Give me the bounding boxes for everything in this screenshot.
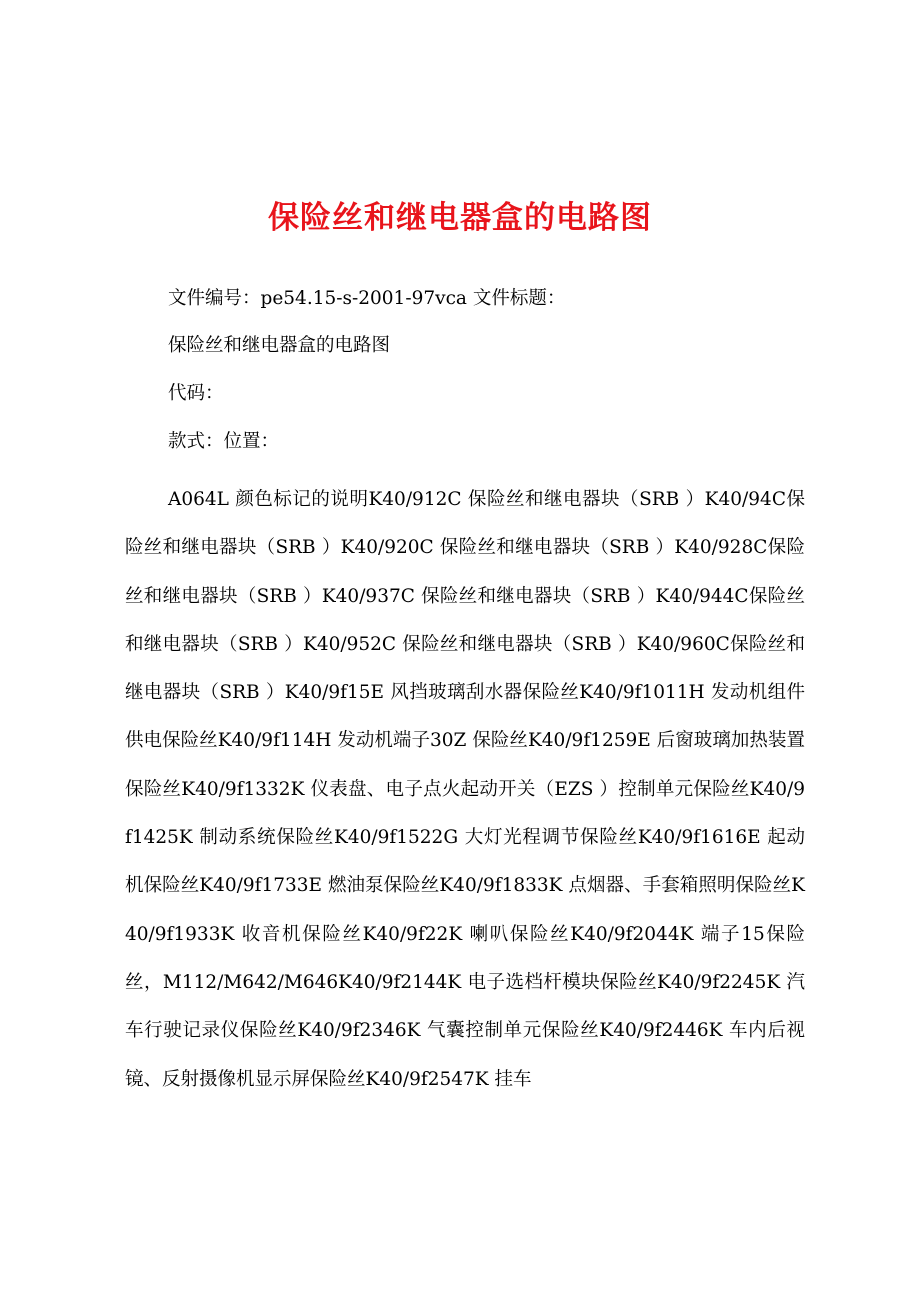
style-position-line: 款式：位置：: [168, 431, 280, 452]
body-paragraph: A064L 颜色标记的说明K40/912C 保险丝和继电器块（SRB ）K40/94C保险丝和继电器块（SRB ）K40/920C 保险丝和继电器块（SRB ）K40/928C保险丝和继电器块（SRB ）K40/937C 保险丝和继电器块（SRB ）K40/944C保险丝和继电器块（SRB ）K40/952C 保险丝和继电器块（SRB ）K40/960C保险丝和继电器块（SRB ）K40/9f15E 风挡玻璃刮水器保险丝K40/9f1011H 发动机组件供电保险丝K40/9f114H 发动机端子30Z 保险丝K40/9f1259E 后窗玻璃加热装置保险丝K40/9f1332K 仪表盘、电子点火起动开关（EZS ）控制单元保险丝K40/9f1425K 制动系统保险丝K40/9f1522G 大灯光程调节保险丝K40/9f1616E 起动机保险丝K40/9f1733E 燃油泵保险丝K40/9f1833K 点烟器、手套箱照明保险丝K40/9f1933K 收音机保险丝K40/9f22K 喇叭保险丝K40/9f2044K 端子15保险丝，M112/M642/M646K40/9f2144K 电子选档杆模块保险丝K40/9f2245K 汽车行驶记录仪保险丝K40/9f2346K 气囊控制单元保险丝K40/9f2446K 车内后视镜、反射摄像机显示屏保险丝K40/9f2547K 挂车: [125, 489, 805, 1090]
document-title: 保险丝和继电器盒的电路图: [268, 200, 652, 236]
code-line: 代码：: [168, 383, 224, 404]
file-number-line: 文件编号：pe54.15-s-2001-97vca 文件标题：: [168, 288, 566, 309]
file-title-value: 保险丝和继电器盒的电路图: [168, 335, 391, 356]
